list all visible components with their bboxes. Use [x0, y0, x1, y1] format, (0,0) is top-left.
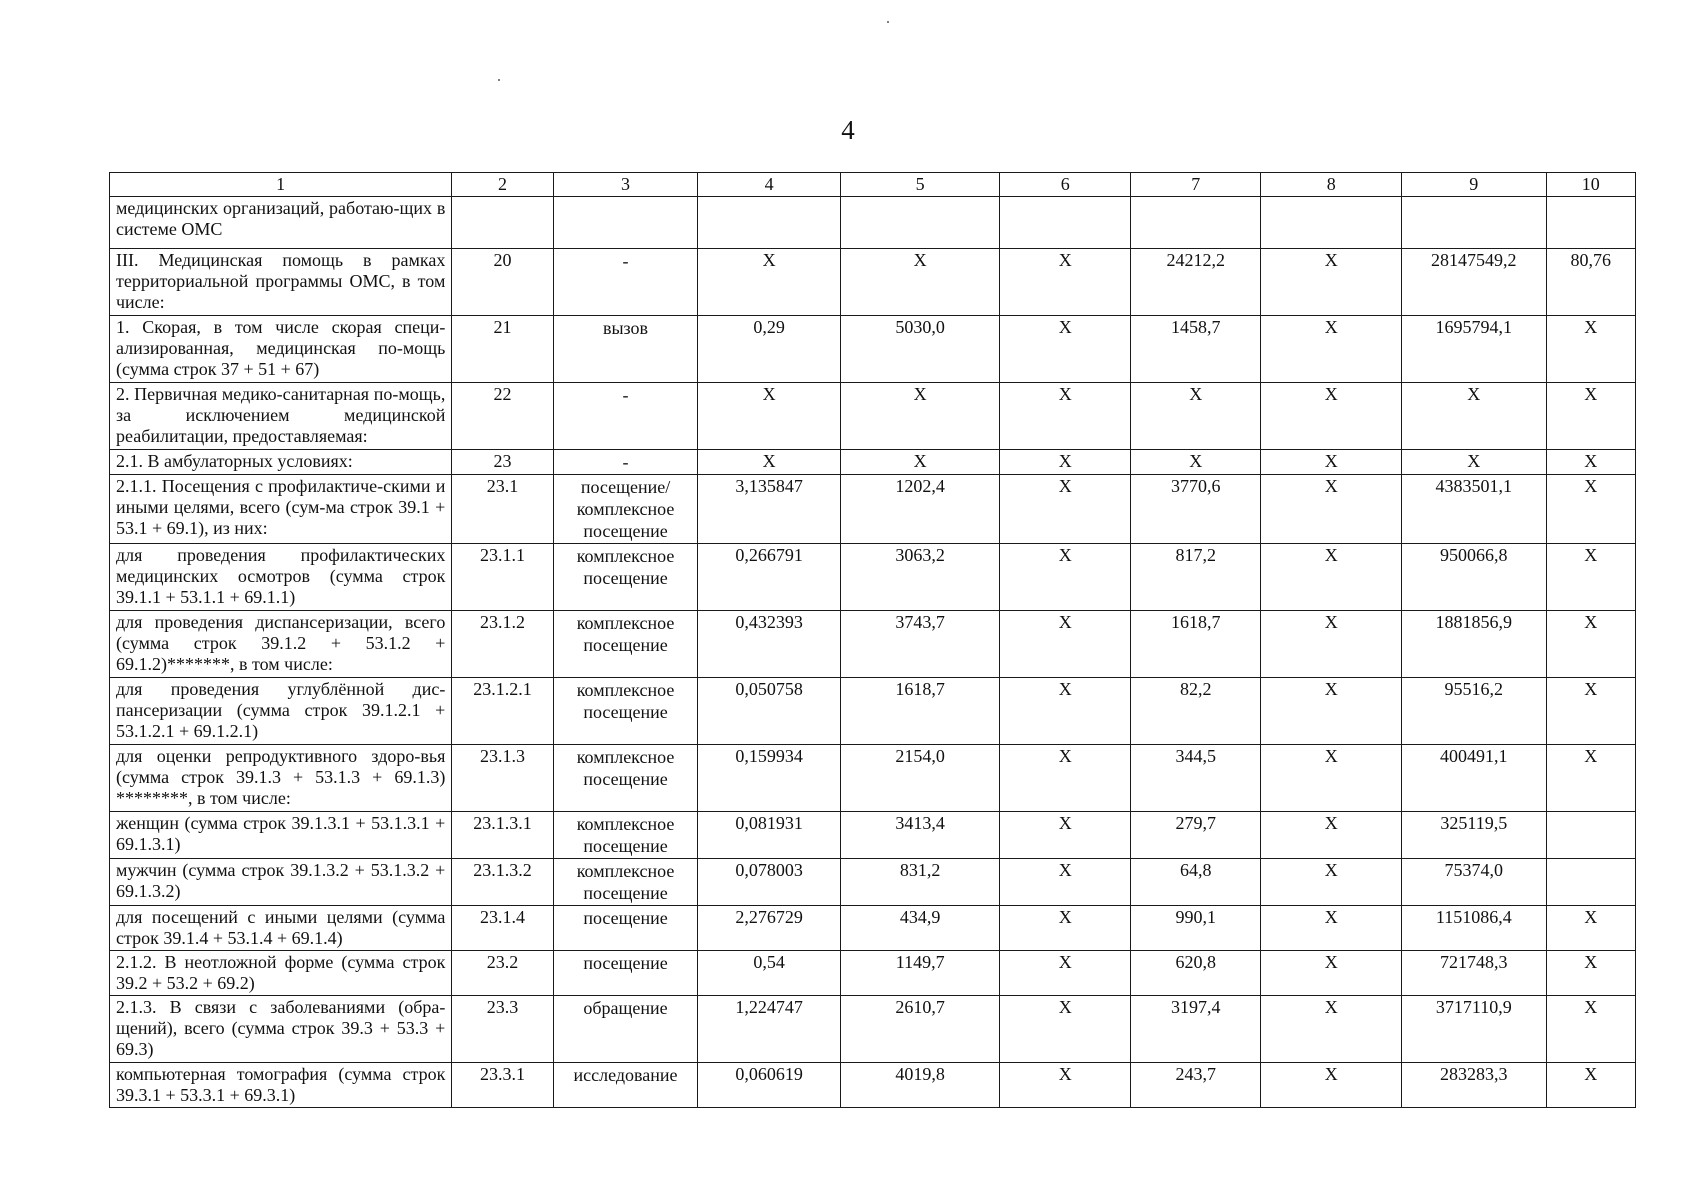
table-cell: 24212,2 — [1130, 249, 1261, 316]
table-cell — [1000, 197, 1131, 249]
table-cell: 721748,3 — [1402, 951, 1547, 996]
table-cell: посещение/ комплексное посещение — [553, 475, 698, 544]
table-cell: 23.2 — [452, 951, 553, 996]
row-description: компьютерная томография (сумма строк 39.3.1 + 53.3.1 + 69.3.1) — [110, 1063, 452, 1108]
table-row — [110, 475, 1636, 544]
table-cell: 2154,0 — [840, 745, 1000, 812]
table-row — [110, 450, 1636, 475]
table-cell: 831,2 — [840, 859, 1000, 906]
scan-speck — [498, 79, 500, 81]
table-cell: X — [1261, 611, 1402, 678]
row-description: женщин (сумма строк 39.1.3.1 + 53.1.3.1 + 69.1.3.1) — [110, 812, 452, 859]
table-cell: 23.1.2 — [452, 611, 553, 678]
table-cell: X — [698, 383, 841, 450]
table-row — [110, 544, 1636, 611]
data-table — [109, 172, 1636, 1108]
table-cell: 0,050758 — [698, 678, 841, 745]
row-description: 2.1. В амбулаторных условиях: — [110, 450, 452, 475]
table-cell — [553, 197, 698, 249]
table-cell: 95516,2 — [1402, 678, 1547, 745]
row-description: 1. Скорая, в том числе скорая специ-ализированная, медицинская по-мощь (сумма строк 37 + 51 + 67) — [110, 316, 452, 383]
table-cell: 0,266791 — [698, 544, 841, 611]
row-description: 2. Первичная медико-санитарная по-мощь, за исключением медицинской реабилитации, предоставляемая: — [110, 383, 452, 450]
table-row — [110, 1063, 1636, 1108]
table-cell: 20 — [452, 249, 553, 316]
table-cell: 434,9 — [840, 906, 1000, 951]
table-cell: 243,7 — [1130, 1063, 1261, 1108]
table-cell: X — [1546, 951, 1635, 996]
table-cell: - — [553, 450, 698, 475]
table-cell: 75374,0 — [1402, 859, 1547, 906]
table-cell: 23.1.3.2 — [452, 859, 553, 906]
header-cell: 5 — [840, 173, 1000, 197]
header-cell: 7 — [1130, 173, 1261, 197]
table-cell: X — [1130, 450, 1261, 475]
table-cell: X — [1000, 906, 1131, 951]
table-row — [110, 316, 1636, 383]
table-row — [110, 951, 1636, 996]
table-cell: 990,1 — [1130, 906, 1261, 951]
table-cell: 3063,2 — [840, 544, 1000, 611]
header-cell: 1 — [110, 173, 452, 197]
table-cell: 344,5 — [1130, 745, 1261, 812]
table-cell: 620,8 — [1130, 951, 1261, 996]
table-cell: X — [1000, 249, 1131, 316]
header-cell: 10 — [1546, 173, 1635, 197]
table-cell: комплексное посещение — [553, 611, 698, 678]
header-cell: 9 — [1402, 173, 1547, 197]
table-cell: 279,7 — [1130, 812, 1261, 859]
table-cell: X — [1261, 249, 1402, 316]
table-cell: 0,432393 — [698, 611, 841, 678]
table-cell: X — [1546, 544, 1635, 611]
table-cell — [840, 197, 1000, 249]
table-cell: 23.1 — [452, 475, 553, 544]
table-cell: X — [1261, 1063, 1402, 1108]
table-cell: X — [1261, 951, 1402, 996]
table-cell — [698, 197, 841, 249]
table-cell: 23.3 — [452, 996, 553, 1063]
row-description: медицинских организаций, работаю-щих в системе ОМС — [110, 197, 452, 249]
table-cell: обращение — [553, 996, 698, 1063]
table-cell: X — [1000, 678, 1131, 745]
table-cell: X — [840, 249, 1000, 316]
table-cell: 0,29 — [698, 316, 841, 383]
row-description: 2.1.3. В связи с заболеваниями (обра-щений), всего (сумма строк 39.3 + 53.3 + 69.3) — [110, 996, 452, 1063]
table-cell: 3197,4 — [1130, 996, 1261, 1063]
table-cell: 1149,7 — [840, 951, 1000, 996]
table-cell: 2610,7 — [840, 996, 1000, 1063]
table-row — [110, 383, 1636, 450]
table-cell: 1618,7 — [1130, 611, 1261, 678]
table-cell: X — [1546, 678, 1635, 745]
table-cell: 325119,5 — [1402, 812, 1547, 859]
table-cell: 5030,0 — [840, 316, 1000, 383]
table-cell: X — [1546, 383, 1635, 450]
table-cell: 0,078003 — [698, 859, 841, 906]
table-cell: X — [1000, 450, 1131, 475]
table-cell: X — [1261, 812, 1402, 859]
table-cell — [1130, 197, 1261, 249]
header-cell: 6 — [1000, 173, 1131, 197]
table-cell: вызов — [553, 316, 698, 383]
table-cell: 21 — [452, 316, 553, 383]
table-cell: X — [1000, 611, 1131, 678]
table-cell: комплексное посещение — [553, 544, 698, 611]
table-cell: 1881856,9 — [1402, 611, 1547, 678]
header-cell: 8 — [1261, 173, 1402, 197]
table-cell: 23.1.3 — [452, 745, 553, 812]
table-cell: комплексное посещение — [553, 745, 698, 812]
table-cell: 2,276729 — [698, 906, 841, 951]
header-cell: 4 — [698, 173, 841, 197]
table-cell: X — [1000, 475, 1131, 544]
table-cell: X — [1000, 383, 1131, 450]
table-cell: - — [553, 383, 698, 450]
table-cell: 23 — [452, 450, 553, 475]
table-cell: 1695794,1 — [1402, 316, 1547, 383]
table-cell: X — [1000, 812, 1131, 859]
table-cell: X — [1000, 544, 1131, 611]
table-cell: 22 — [452, 383, 553, 450]
row-description: для оценки репродуктивного здоро-вья (сумма строк 39.1.3 + 53.1.3 + 69.1.3) ********, в том числе: — [110, 745, 452, 812]
table-cell: X — [1261, 745, 1402, 812]
table-cell: 64,8 — [1130, 859, 1261, 906]
table-cell: 82,2 — [1130, 678, 1261, 745]
page-number: 4 — [841, 115, 855, 145]
table-cell: 1458,7 — [1130, 316, 1261, 383]
table-cell — [1402, 197, 1547, 249]
table-cell: X — [1261, 316, 1402, 383]
table-cell: X — [1546, 316, 1635, 383]
table-cell: X — [1261, 906, 1402, 951]
table-cell: X — [1261, 383, 1402, 450]
table-cell: X — [1546, 1063, 1635, 1108]
row-description: для проведения профилактических медицинских осмотров (сумма строк 39.1.1 + 53.1.1 + 69.1.1) — [110, 544, 452, 611]
table-cell: 3717110,9 — [1402, 996, 1547, 1063]
table-cell: - — [553, 249, 698, 316]
header-cell: 2 — [452, 173, 553, 197]
row-description: для проведения диспансеризации, всего (сумма строк 39.1.2 + 53.1.2 + 69.1.2)*******, в том числе: — [110, 611, 452, 678]
table-cell — [452, 197, 553, 249]
table-cell: 0,060619 — [698, 1063, 841, 1108]
table-cell: 0,54 — [698, 951, 841, 996]
row-description: мужчин (сумма строк 39.1.3.2 + 53.1.3.2 + 69.1.3.2) — [110, 859, 452, 906]
table-row — [110, 906, 1636, 951]
table-cell: X — [1402, 450, 1547, 475]
table-cell: 3770,6 — [1130, 475, 1261, 544]
table-cell: X — [1261, 996, 1402, 1063]
table-cell: 0,159934 — [698, 745, 841, 812]
table-cell: 283283,3 — [1402, 1063, 1547, 1108]
table-cell: X — [840, 450, 1000, 475]
table-cell: X — [1546, 906, 1635, 951]
table-cell: 23.1.4 — [452, 906, 553, 951]
table-cell: X — [1000, 996, 1131, 1063]
header-cell: 3 — [553, 173, 698, 197]
table-cell: X — [1000, 1063, 1131, 1108]
table-cell: 3743,7 — [840, 611, 1000, 678]
table-cell: X — [1261, 544, 1402, 611]
table-cell: X — [1000, 859, 1131, 906]
table-cell: X — [1000, 745, 1131, 812]
table-cell: комплексное посещение — [553, 812, 698, 859]
table-cell: X — [1261, 475, 1402, 544]
table-cell: X — [1402, 383, 1547, 450]
table-cell: 3413,4 — [840, 812, 1000, 859]
table-row — [110, 249, 1636, 316]
row-description: для проведения углублённой дис-пансеризации (сумма строк 39.1.2.1 + 53.1.2.1 + 69.1.2.1) — [110, 678, 452, 745]
table-cell: 23.1.1 — [452, 544, 553, 611]
row-description: 2.1.1. Посещения с профилактиче-скими и иными целями, всего (сум-ма строк 39.1 + 53.1 + 69.1), из них: — [110, 475, 452, 544]
scan-speck — [887, 21, 889, 23]
table-cell: X — [1546, 450, 1635, 475]
table-row — [110, 611, 1636, 678]
table-cell: 4019,8 — [840, 1063, 1000, 1108]
row-description: III. Медицинская помощь в рамках территориальной программы ОМС, в том числе: — [110, 249, 452, 316]
table-cell: 400491,1 — [1402, 745, 1547, 812]
table-cell: X — [1546, 996, 1635, 1063]
table-cell: X — [698, 450, 841, 475]
table-cell: 23.1.3.1 — [452, 812, 553, 859]
table-cell: 0,081931 — [698, 812, 841, 859]
table-cell: 23.1.2.1 — [452, 678, 553, 745]
table-cell: X — [1130, 383, 1261, 450]
table-cell: 1,224747 — [698, 996, 841, 1063]
table-cell: X — [1000, 316, 1131, 383]
table-row — [110, 859, 1636, 906]
table-cell: 1618,7 — [840, 678, 1000, 745]
table-cell: 80,76 — [1546, 249, 1635, 316]
table-cell: X — [1261, 859, 1402, 906]
table-cell: комплексное посещение — [553, 859, 698, 906]
table-cell — [1546, 812, 1635, 859]
table-cell: X — [1261, 450, 1402, 475]
table-cell: посещение — [553, 951, 698, 996]
table-row — [110, 197, 1636, 249]
table-cell — [1546, 197, 1635, 249]
table-cell — [1546, 859, 1635, 906]
table-row — [110, 745, 1636, 812]
table-cell: 28147549,2 — [1402, 249, 1547, 316]
table-cell: X — [1000, 951, 1131, 996]
table-header-row — [110, 173, 1636, 197]
row-description: для посещений с иными целями (сумма строк 39.1.4 + 53.1.4 + 69.1.4) — [110, 906, 452, 951]
table-cell: комплексное посещение — [553, 678, 698, 745]
table-cell: X — [1546, 745, 1635, 812]
table-cell: X — [840, 383, 1000, 450]
table-cell: 950066,8 — [1402, 544, 1547, 611]
table-cell: X — [1546, 475, 1635, 544]
table-cell: 3,135847 — [698, 475, 841, 544]
table-cell: X — [698, 249, 841, 316]
table-row — [110, 812, 1636, 859]
table-cell: посещение — [553, 906, 698, 951]
table-cell: 4383501,1 — [1402, 475, 1547, 544]
row-description: 2.1.2. В неотложной форме (сумма строк 39.2 + 53.2 + 69.2) — [110, 951, 452, 996]
table-cell: 1202,4 — [840, 475, 1000, 544]
table-cell: исследование — [553, 1063, 698, 1108]
table-row — [110, 678, 1636, 745]
table-cell: 23.3.1 — [452, 1063, 553, 1108]
table-cell: X — [1261, 678, 1402, 745]
table-cell: X — [1546, 611, 1635, 678]
table-cell: 1151086,4 — [1402, 906, 1547, 951]
table-row — [110, 996, 1636, 1063]
table-cell: 817,2 — [1130, 544, 1261, 611]
table-cell — [1261, 197, 1402, 249]
